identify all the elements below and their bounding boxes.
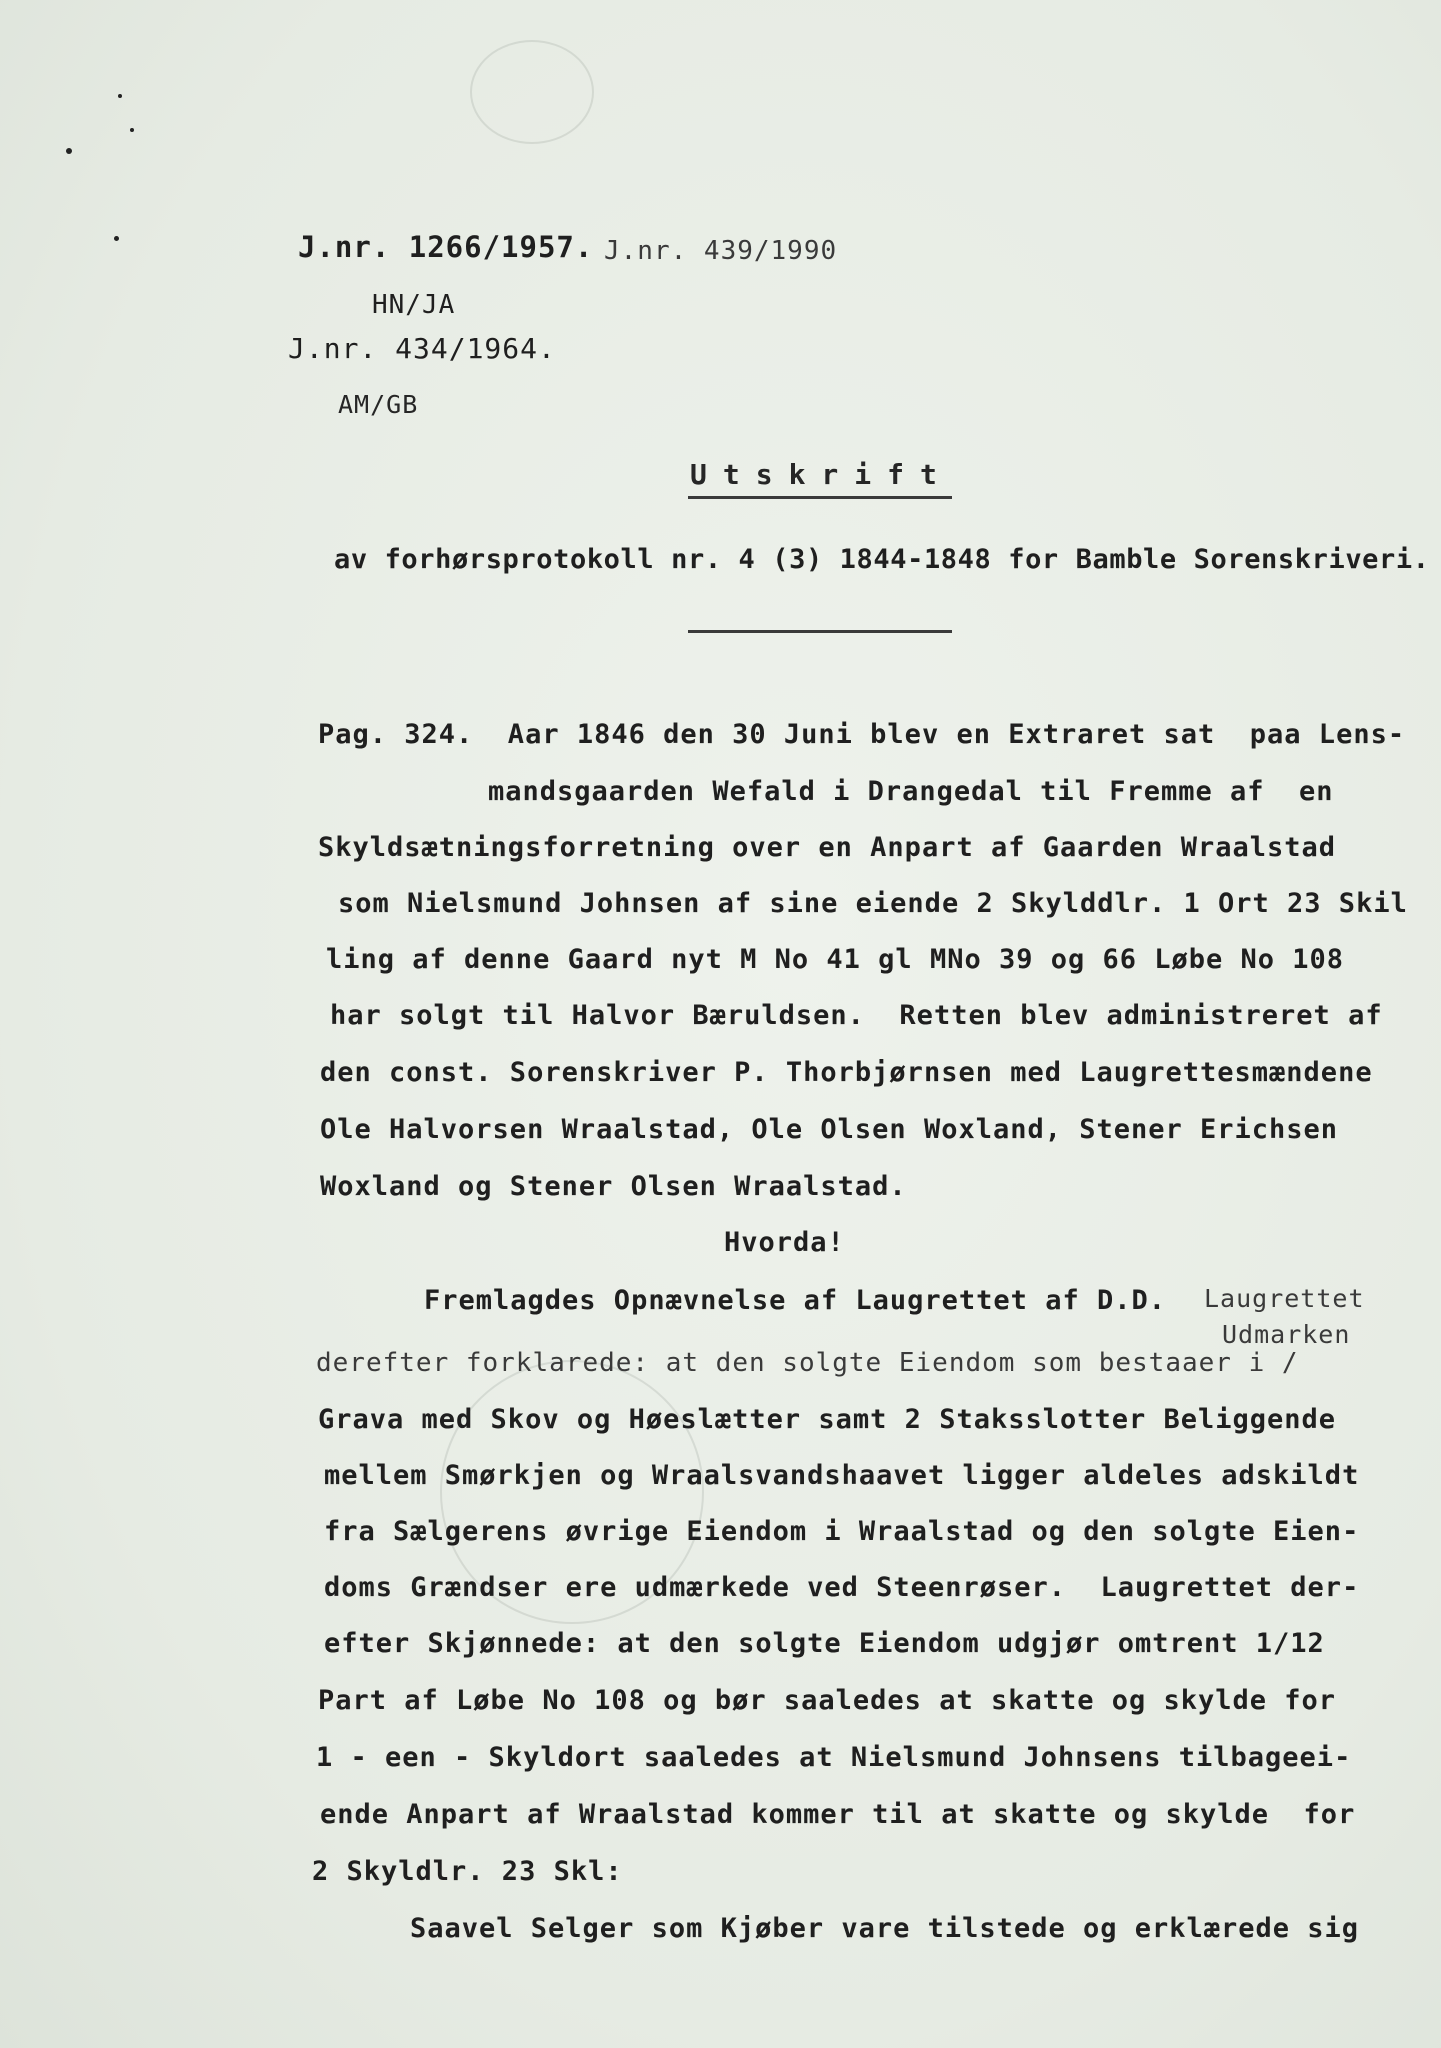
initials-hn-ja: HN/JA	[372, 290, 456, 320]
body-line: 2 Skyldlr. 23 Skl:	[312, 1856, 623, 1887]
body-heading: Hvorda!	[724, 1227, 845, 1258]
body-line: mellem Smørkjen og Wraalsvandshaavet ligger aldeles adskildt	[324, 1460, 1360, 1491]
insertion-note: Udmarken	[1222, 1320, 1351, 1349]
body-line: derefter forklarede: at den solgte Eiendom som bestaaer i /	[316, 1348, 1299, 1378]
insertion-note: Laugrettet	[1204, 1284, 1365, 1313]
body-line: Skyldsætningsforretning over en Anpart af Gaarden Wraalstad	[318, 832, 1337, 863]
document-subtitle: av forhørsprotokoll nr. 4 (3) 1844-1848 for Bamble Sorenskriveri.	[334, 544, 1430, 575]
body-line: ende Anpart af Wraalstad kommer til at skatte og skylde for	[320, 1799, 1356, 1830]
body-line: mandsgaarden Wefald i Drangedal til Fremme af en	[488, 776, 1334, 807]
separator-rule	[688, 630, 952, 633]
journal-number-1964: J.nr. 434/1964.	[288, 332, 556, 365]
body-line: har solgt til Halvor Bæruldsen. Retten blev administreret af	[330, 1000, 1383, 1031]
body-line: Saavel Selger som Kjøber vare tilstede og erklærede sig	[410, 1913, 1360, 1944]
body-line: Fremlagdes Opnævnelse af Laugrettet af D.D.	[424, 1285, 1166, 1316]
body-line: doms Grændser ere udmærkede ved Steenrøser. Laugrettet der-	[324, 1572, 1360, 1603]
margin-dot	[118, 94, 122, 98]
body-line: ling af denne Gaard nyt M No 41 gl MNo 39 og 66 Løbe No 108	[326, 944, 1345, 975]
body-line: Woxland og Stener Olsen Wraalstad.	[320, 1171, 907, 1202]
margin-dot	[114, 236, 119, 241]
title-underline	[688, 496, 952, 499]
body-line: 1 - een - Skyldort saaledes at Nielsmund Johnsens tilbageei-	[316, 1742, 1352, 1773]
body-line: Ole Halvorsen Wraalstad, Ole Olsen Woxland, Stener Erichsen	[320, 1114, 1339, 1145]
body-line: Grava med Skov og Høeslætter samt 2 Staksslotter Beliggende	[318, 1404, 1337, 1435]
journal-number-1957: J.nr. 1266/1957.	[298, 230, 594, 264]
body-line: fra Sælgerens øvrige Eiendom i Wraalstad og den solgte Eien-	[324, 1516, 1360, 1547]
body-line: efter Skjønnede: at den solgte Eiendom udgjør omtrent 1/12	[324, 1628, 1325, 1659]
margin-dot	[130, 128, 134, 132]
body-line: Pag. 324. Aar 1846 den 30 Juni blev en Extraret sat paa Lens-	[318, 719, 1406, 750]
body-line: den const. Sorenskriver P. Thorbjørnsen med Laugrettesmændene	[320, 1057, 1373, 1088]
body-line: som Nielsmund Johnsen af sine eiende 2 Skylddlr. 1 Ort 23 Skil	[338, 888, 1408, 919]
margin-dot	[66, 148, 72, 154]
initials-am-gb: AM/GB	[338, 390, 419, 419]
body-line: Part af Løbe No 108 og bør saaledes at skatte og skylde for	[318, 1685, 1337, 1716]
faint-stamp-mark	[470, 40, 594, 144]
journal-number-1990: J.nr. 439/1990	[604, 236, 838, 266]
document-title: Utskrift	[690, 458, 953, 491]
